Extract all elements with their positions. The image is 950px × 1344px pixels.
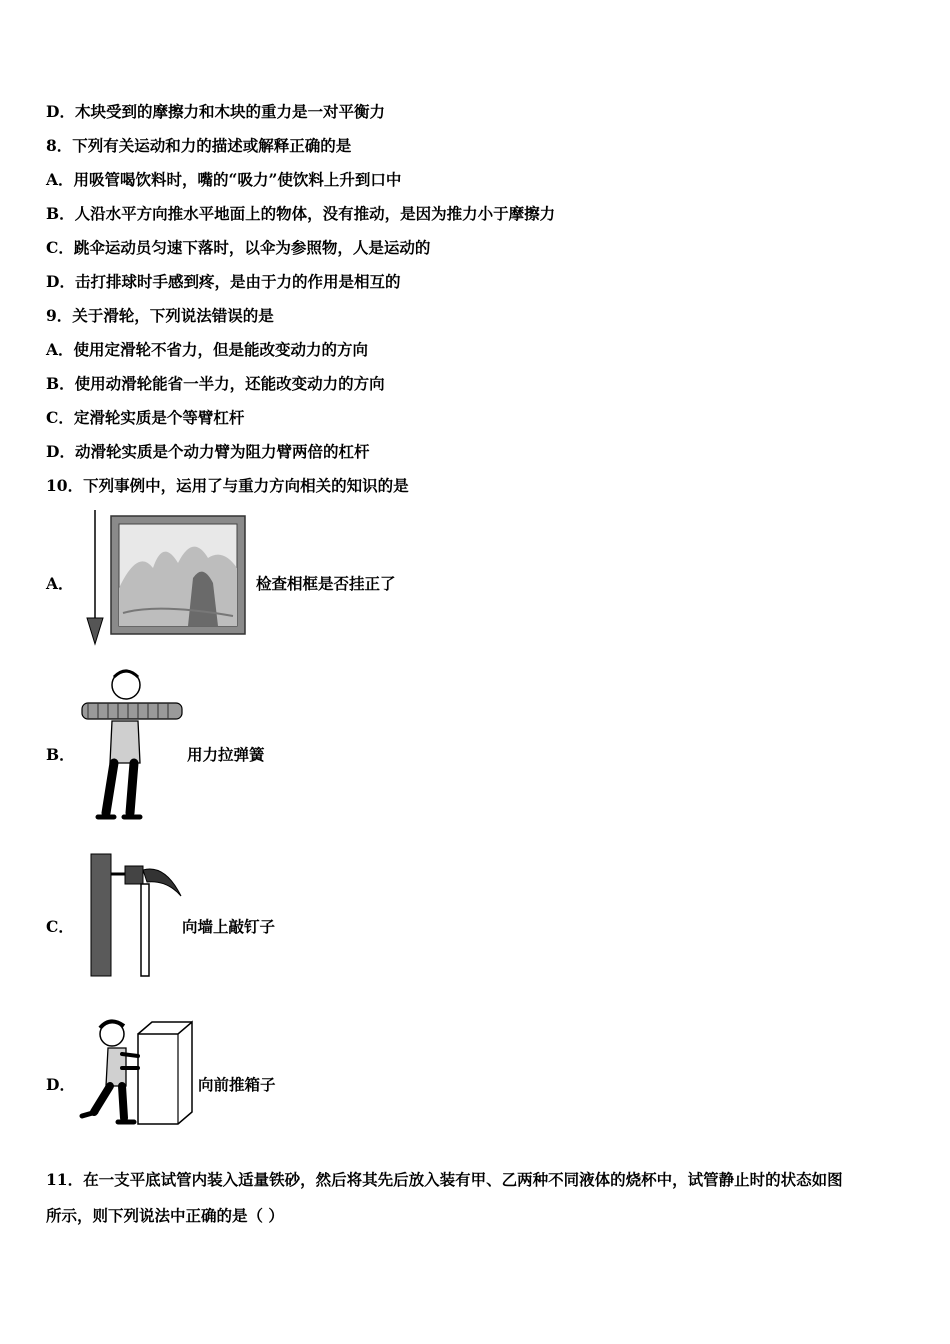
q9-option-d: D．动滑轮实质是个动力臂为阻力臂两倍的杠杆 [46,442,370,461]
q9-option-c: C．定滑轮实质是个等臂杠杆 [46,408,245,427]
q9-stem: 9．关于滑轮，下列说法错误的是 [46,306,274,325]
plumb-line-frame-illustration [78,508,253,648]
q8-option-a: A．用吸管喝饮料时，嘴的“吸力”使饮料上升到口中 [46,170,402,189]
q10-option-c-label: C． [46,917,74,936]
q7-option-d: D．木块受到的摩擦力和木块的重力是一对平衡力 [46,102,385,121]
q9-option-a: A．使用定滑轮不省力，但是能改变动力的方向 [46,340,369,359]
person-pushing-box-illustration [74,1012,196,1128]
q10-option-d-label: D． [46,1075,75,1094]
q10-option-a-label: A． [46,574,74,593]
q10-stem: 10．下列事例中，运用了与重力方向相关的知识的是 [46,476,409,495]
q8-option-c: C．跳伞运动员匀速下落时，以伞为参照物，人是运动的 [46,238,431,257]
q10-option-b-label: B． [46,745,75,764]
hammer-nail-wall-illustration [85,852,185,978]
q11-stem-line2: 所示，则下列说法中正确的是（ ） [46,1206,284,1225]
q9-option-b: B．使用动滑轮能省一半力，还能改变动力的方向 [46,374,385,393]
q8-option-d: D．击打排球时手感到疼，是由于力的作用是相互的 [46,272,401,291]
q10-option-a-caption: 检查相框是否挂正了 [256,574,396,593]
q8-stem: 8．下列有关运动和力的描述或解释正确的是 [46,136,352,155]
q8-option-b: B．人沿水平方向推水平地面上的物体，没有推动，是因为推力小于摩擦力 [46,204,556,223]
q10-option-b-caption: 用力拉弹簧 [187,745,265,764]
person-pulling-spring-illustration [78,663,188,826]
q10-option-c-caption: 向墙上敲钉子 [182,917,276,936]
q10-option-d-caption: 向前推箱子 [198,1075,276,1094]
q11-stem-line1: 11．在一支平底试管内装入适量铁砂，然后将其先后放入装有甲、乙两种不同液体的烧杯中，试管静止时的状态如图 [46,1170,843,1189]
